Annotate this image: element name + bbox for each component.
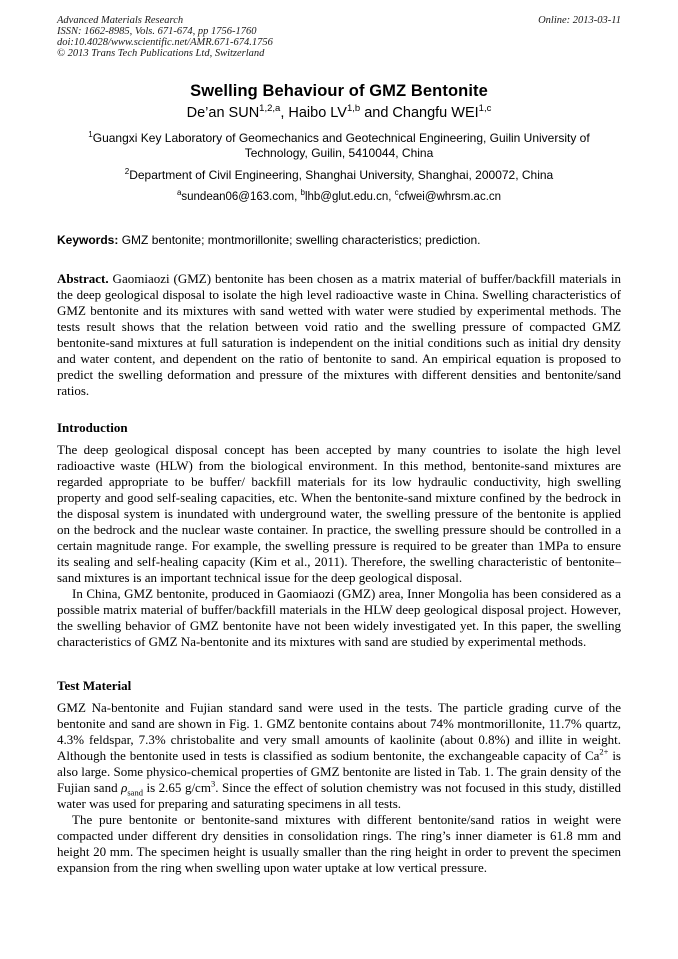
test-material-paragraph-2: The pure bentonite or bentonite-sand mixtures with different bentonite/sand ratios in weight were compacted under different dry densities in consolidation rings. The ring’s inner diameter is 61.8 mm and height 20 mm. The specimen height is usually smaller than the ring height in order to prevent the specimen expansion from the ring when swelling upon water uptake at low vertical pressure. bbox=[57, 812, 621, 875]
paper-title: Swelling Behaviour of GMZ Bentonite bbox=[190, 82, 488, 100]
authors-line: De’an SUN$^{1,2,a}$, Haibo LV$^{1,b}$ and Changfu WEI$^{1,c}$ bbox=[186, 103, 492, 121]
online-date: Online: 2013-03-11 bbox=[538, 15, 621, 26]
keywords-text: GMZ bentonite; montmorillonite; swelling characteristics; prediction. bbox=[118, 233, 481, 247]
test-material-paragraph-1: GMZ Na-bentonite and Fujian standard sand were used in the tests. The particle grading curve of the bentonite and sand are shown in Fig. 1. GMZ bentonite contains about 74% montmorillonite, 11.7% quartz, 4.3% feldspar, 7.3% christobalite and very small amounts of kaolinite (about 0.8%) and illite in weight. Although the bentonite used in tests is classified as sodium bentonite, the exchangeable capacity of $Ca^{2+}$ is also large. Some physico-chemical properties of GMZ bentonite are listed in Tab. 1. The grain density of the Fujian sand $\rho_{sand}$ is 2.65 $g/cm^3$. Since the effect of solution chemistry was not focused in this study, distilled water was used for preparing and saturating specimens in all tests. bbox=[57, 700, 621, 811]
intro-paragraph-1: The deep geological disposal concept has been accepted by many countries to isolate the high level radioactive waste (HLW) from the biological environment. In this method, bentonite-sand mixtures are regarded appropriate to be buffer/ backfill materials for its low hydraulic conductivity, high swelling property and good self-sealing capacities, etc. When the bentonite-sand mixture confined by the bedrock in the disposal system is inundated with underground water, the swelling pressure of the bentonite is applied on the bedrock and the nuclear waste container. In practice, the swelling pressure should be controlled in a certain magnitude range. For example, the swelling pressure is required to be greater than 1MPa to ensure its sealing and self-healing capacity (Kim et al., 2011). Therefore, the swelling characteristic of bentonite–sand mixtures is an important technical issue for the deep geological disposal. bbox=[57, 442, 621, 585]
intro-paragraph-2: In China, GMZ bentonite, produced in Gaomiaozi (GMZ) area, Inner Mongolia has been considered as a possible matrix material of buffer/backfill materials in the HLW deep geological disposal project. However, the swelling behavior of GMZ bentonite have not been widely investigated yet. In this paper, the swelling characteristics of GMZ Na-bentonite and its mixtures with sand are studied by experimental methods. bbox=[57, 586, 621, 649]
affiliation-2: $^2$Department of Civil Engineering, Shanghai University, Shanghai, 200072, China bbox=[124, 167, 554, 182]
abstract-paragraph bbox=[57, 271, 621, 399]
journal-header bbox=[57, 15, 621, 59]
journal-doi: doi:10.4028/www.scientific.net/AMR.671-674.1756 bbox=[57, 37, 273, 48]
journal-name: Advanced Materials Research bbox=[57, 15, 184, 26]
keywords-label: Keywords: bbox=[57, 233, 119, 247]
journal-copyright: © 2013 Trans Tech Publications Ltd, Switzerland bbox=[57, 48, 265, 59]
keywords-line bbox=[57, 232, 621, 248]
section-heading-introduction: Introduction bbox=[57, 420, 128, 435]
journal-issn: ISSN: 1662-8985, Vols. 671-674, pp 1756-1760 bbox=[57, 26, 257, 37]
section-heading-test-material: Test Material bbox=[57, 678, 132, 693]
affiliation-1: $^1$Guangxi Key Laboratory of Geomechanics and Geotechnical Engineering, Guilin University of Technology, Guilin, 5410044, China bbox=[88, 130, 590, 160]
abstract-text: Gaomiaozi (GMZ) bentonite has been chosen as a matrix material of buffer/backfill materials in the deep geological disposal to isolate the high level radioactive waste in China. Swelling characteristics of GMZ bentonite and its mixtures with sand wetted with water were studied by experimental methods. The tests result shows that the relation between void ratio and the swelling pressure of compacted GMZ bentonite-sand mixtures at full saturation is independent on the initial conditions such as initial dry density and water content, and dependent on the ratio of bentonite to sand. An empirical equation is proposed to predict the swelling deformation and pressure of the mixtures with different densities and bentonite/sand ratios. bbox=[57, 271, 621, 398]
journal-info-block bbox=[57, 15, 273, 59]
abstract-label: Abstract. bbox=[57, 271, 109, 286]
emails-line: $^a$sundean06@163.com, $^b$lhb@glut.edu.cn, $^c$cfwei@whrsm.ac.cn bbox=[176, 188, 502, 203]
